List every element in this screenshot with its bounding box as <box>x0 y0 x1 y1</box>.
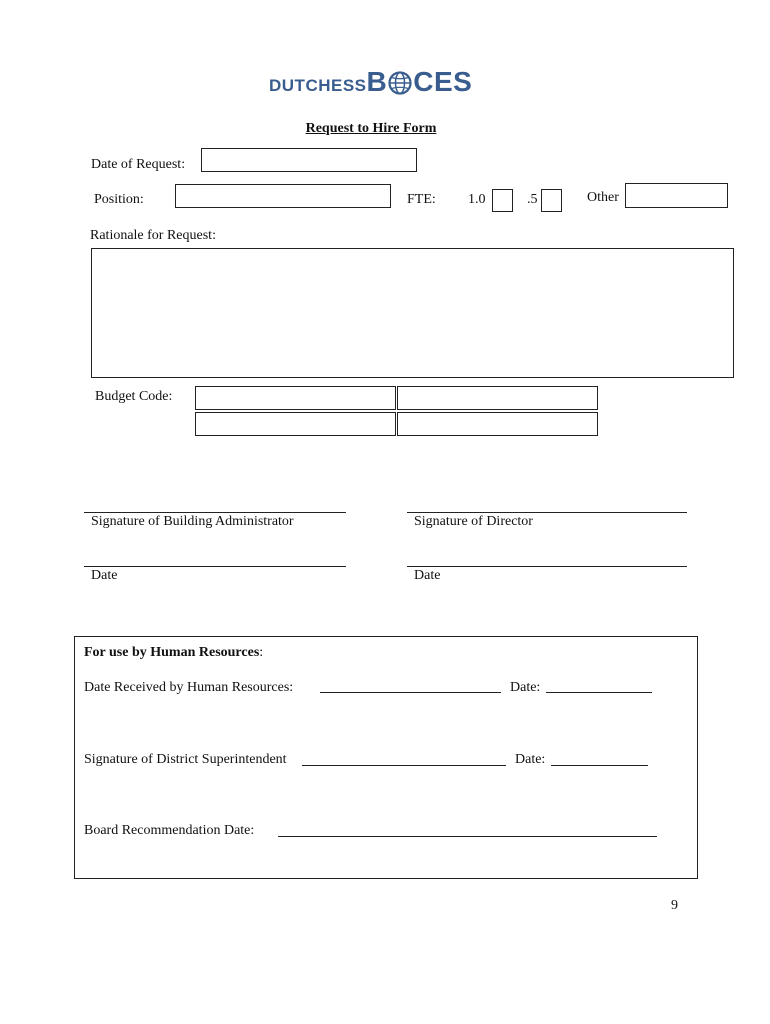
date-received-date-label: Date: <box>510 680 541 695</box>
superintendent-signature-line[interactable] <box>302 765 506 766</box>
budget-code-field-1[interactable] <box>195 386 396 410</box>
fte-1-0-checkbox[interactable] <box>492 189 513 212</box>
logo-text-dutchess: DUTCHESS <box>269 76 367 95</box>
fte-0-5-label: .5 <box>527 192 538 207</box>
budget-code-field-4[interactable] <box>397 412 598 436</box>
hr-heading-text: For use by Human Resources <box>84 645 260 660</box>
budget-code-field-2[interactable] <box>397 386 598 410</box>
building-admin-signature-label: Signature of Building Administrator <box>91 514 294 529</box>
fte-1-0-label: 1.0 <box>468 192 486 207</box>
right-date-line[interactable] <box>407 566 687 567</box>
fte-other-label: Other <box>587 190 619 205</box>
fte-0-5-checkbox[interactable] <box>541 189 562 212</box>
budget-code-field-3[interactable] <box>195 412 396 436</box>
left-date-label: Date <box>91 568 118 583</box>
left-date-line[interactable] <box>84 566 346 567</box>
superintendent-date-line[interactable] <box>551 765 648 766</box>
fte-other-field[interactable] <box>625 183 728 208</box>
date-received-date-line[interactable] <box>546 692 652 693</box>
board-recommendation-date-label: Board Recommendation Date: <box>84 823 255 838</box>
position-field[interactable] <box>175 184 391 208</box>
fte-label: FTE: <box>407 192 436 207</box>
date-of-request-field[interactable] <box>201 148 417 172</box>
director-signature-line[interactable] <box>407 512 687 513</box>
globe-icon <box>388 71 412 95</box>
date-received-label: Date Received by Human Resources: <box>84 680 294 695</box>
rationale-label: Rationale for Request: <box>90 228 216 243</box>
logo-text-b: B <box>366 66 388 97</box>
hr-heading-colon: : <box>259 645 264 660</box>
date-of-request-label: Date of Request: <box>91 157 186 172</box>
board-recommendation-date-line[interactable] <box>278 836 657 837</box>
right-date-label: Date <box>414 568 441 583</box>
dutchess-boces-logo <box>269 64 472 96</box>
logo-text-ces: CES <box>413 66 473 97</box>
date-received-line[interactable] <box>320 692 501 693</box>
hr-section-heading <box>84 645 263 661</box>
position-label: Position: <box>94 192 144 207</box>
form-title: Request to Hire Form <box>305 121 437 136</box>
building-admin-signature-line[interactable] <box>84 512 346 513</box>
superintendent-date-label: Date: <box>515 752 546 767</box>
superintendent-signature-label: Signature of District Superintendent <box>84 752 287 767</box>
budget-code-label: Budget Code: <box>95 389 173 404</box>
rationale-textarea[interactable] <box>91 248 734 378</box>
director-signature-label: Signature of Director <box>414 514 533 529</box>
page-number: 9 <box>671 898 678 913</box>
